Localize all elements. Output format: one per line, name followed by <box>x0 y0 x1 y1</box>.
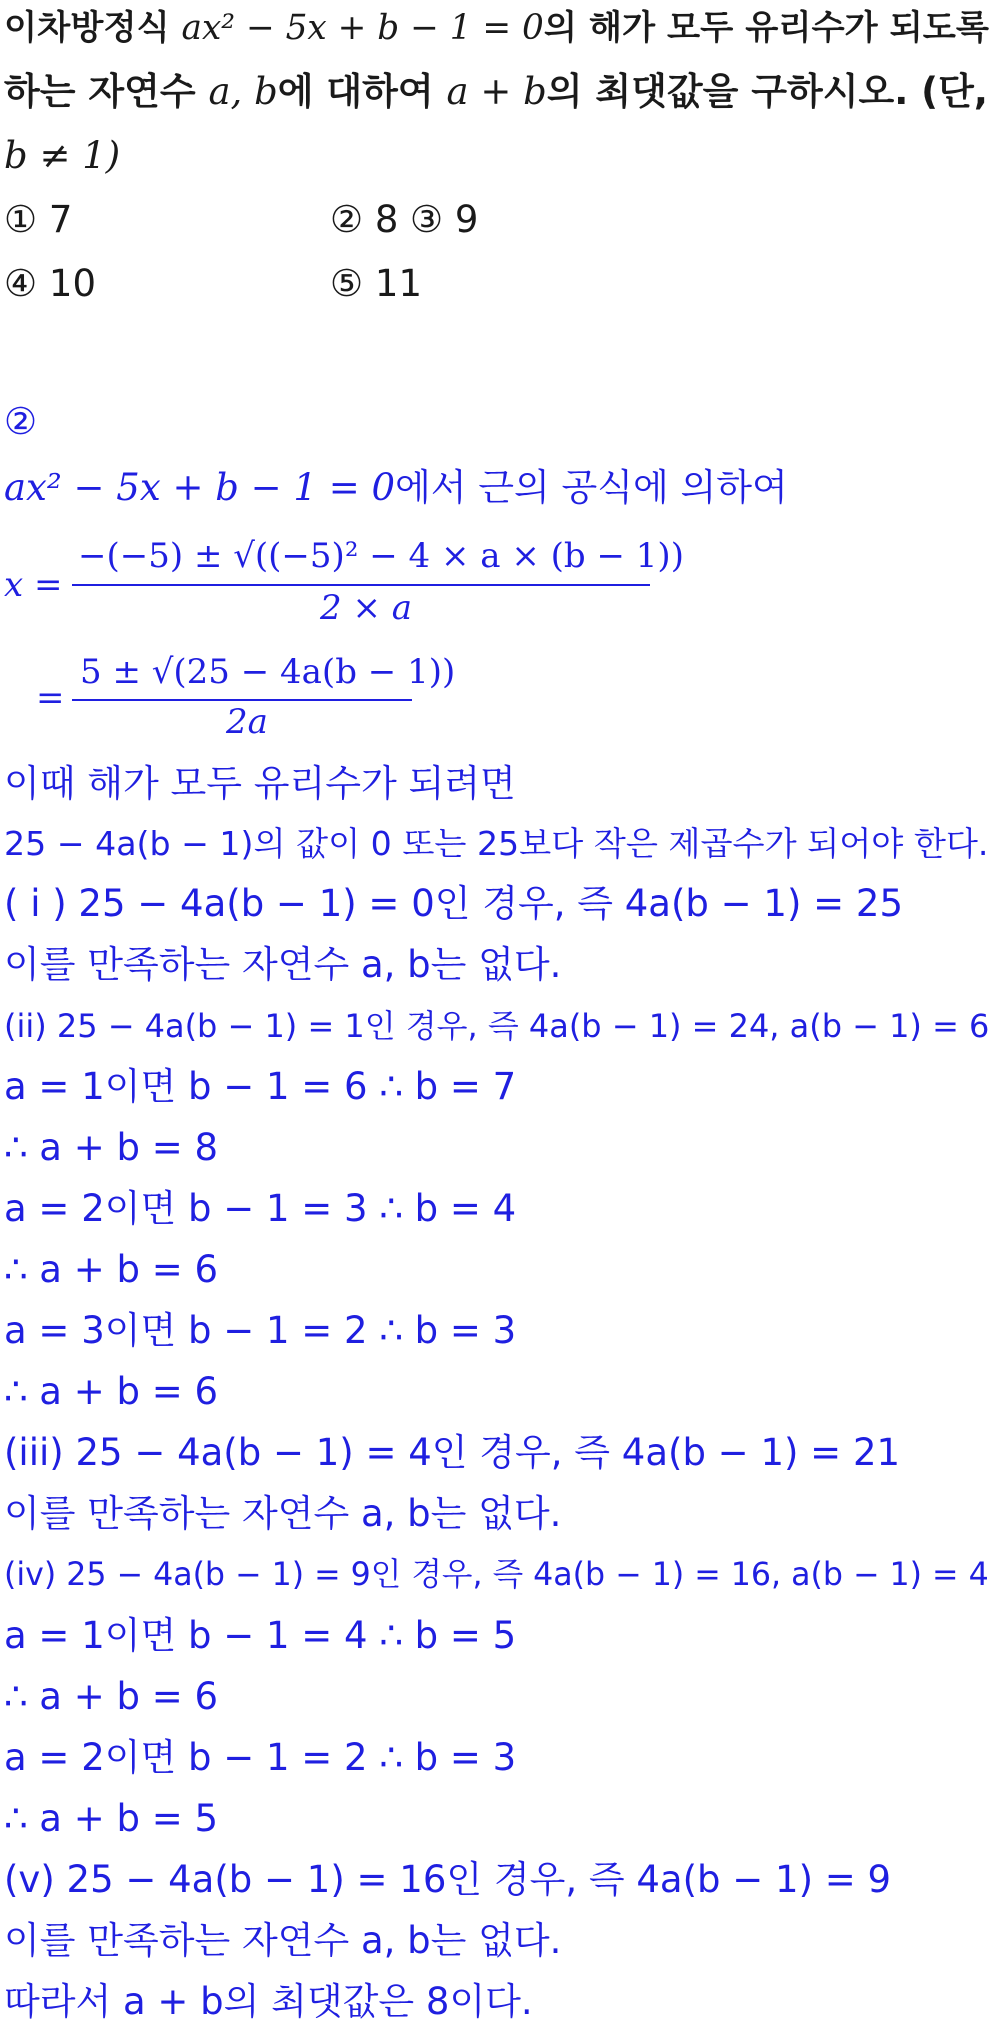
fraction-2-lhs: = <box>36 678 65 718</box>
question-text: 이차방정식 <box>4 8 170 48</box>
fraction-2-numerator: 5 ± √(25 − 4a(b − 1)) <box>80 652 456 692</box>
fraction-1-denominator: 2 × a <box>320 588 413 628</box>
fraction-1-bar <box>72 584 650 586</box>
variables: a, b <box>208 70 278 113</box>
solution-line: a = 1이면 b − 1 = 4 ∴ b = 5 <box>4 1614 517 1657</box>
choice-3[interactable]: ③ 9 <box>410 198 479 241</box>
solution-line: (ii) 25 − 4a(b − 1) = 1인 경우, 즉 4a(b − 1) = 24, a(b − 1) = 6 <box>4 1007 990 1045</box>
solution-line: 이때 해가 모두 유리수가 되려면 <box>4 762 516 805</box>
question-text: 에 대하여 <box>277 70 434 113</box>
sum-expression: a + b <box>446 70 547 113</box>
choice-2[interactable]: ② 8 <box>330 198 399 241</box>
solution-line: ∴ a + b = 8 <box>4 1126 219 1169</box>
solution-line: a = 2이면 b − 1 = 3 ∴ b = 4 <box>4 1187 517 1230</box>
solution-line: ∴ a + b = 5 <box>4 1797 219 1840</box>
question-text: 의 해가 모두 유리수가 되도록 <box>543 8 989 48</box>
solution-line: ∴ a + b = 6 <box>4 1675 219 1718</box>
solution-line: ∴ a + b = 6 <box>4 1248 219 1291</box>
solution-line: ( i ) 25 − 4a(b − 1) = 0인 경우, 즉 4a(b − 1) = 25 <box>4 882 903 925</box>
fraction-2-bar <box>72 699 412 701</box>
equation: ax² − 5x + b − 1 = 0 <box>181 8 544 48</box>
solution-line: (iii) 25 − 4a(b − 1) = 4인 경우, 즉 4a(b − 1) = 21 <box>4 1431 901 1474</box>
solution-text: 에서 근의 공식에 의하여 <box>395 466 788 509</box>
question-text: 의 최댓값을 구하시오. (단, <box>546 70 988 113</box>
formula-intro <box>4 466 788 510</box>
fraction-1-numerator: −(−5) ± √((−5)² − 4 × a × (b − 1)) <box>78 536 684 576</box>
solution-line: a = 3이면 b − 1 = 2 ∴ b = 3 <box>4 1309 517 1352</box>
solution-line: (v) 25 − 4a(b − 1) = 16인 경우, 즉 4a(b − 1) = 9 <box>4 1858 892 1901</box>
fraction-2-denominator: 2a <box>226 702 268 742</box>
choice-1[interactable]: ① 7 <box>4 198 73 241</box>
solution-line: 이를 만족하는 자연수 a, b는 없다. <box>4 1919 562 1962</box>
solution-line: 25 − 4a(b − 1)의 값이 0 또는 25보다 작은 제곱수가 되어야 한다. <box>4 824 989 863</box>
solution-line: 이를 만족하는 자연수 a, b는 없다. <box>4 943 562 986</box>
solution-line: a = 2이면 b − 1 = 2 ∴ b = 3 <box>4 1736 517 1779</box>
solution-line: a = 1이면 b − 1 = 6 ∴ b = 7 <box>4 1065 517 1108</box>
question-line-3: b ≠ 1) <box>4 134 121 177</box>
question-line-2 <box>4 70 988 114</box>
equation: ax² − 5x + b − 1 = 0 <box>4 466 396 509</box>
solution-line: (iv) 25 − 4a(b − 1) = 9인 경우, 즉 4a(b − 1) = 16, a(b − 1) = 4 <box>4 1557 989 1593</box>
solution-line: 이를 만족하는 자연수 a, b는 없다. <box>4 1492 562 1535</box>
question-line-1 <box>4 6 989 50</box>
answer-mark: ② <box>4 400 38 443</box>
choice-5[interactable]: ⑤ 11 <box>330 262 423 305</box>
choice-4[interactable]: ④ 10 <box>4 262 97 305</box>
question-text: 하는 자연수 <box>4 70 196 113</box>
fraction-1-lhs: x = <box>4 565 63 605</box>
solution-line: ∴ a + b = 6 <box>4 1370 219 1413</box>
solution-line: 따라서 a + b의 최댓값은 8이다. <box>4 1980 533 2023</box>
